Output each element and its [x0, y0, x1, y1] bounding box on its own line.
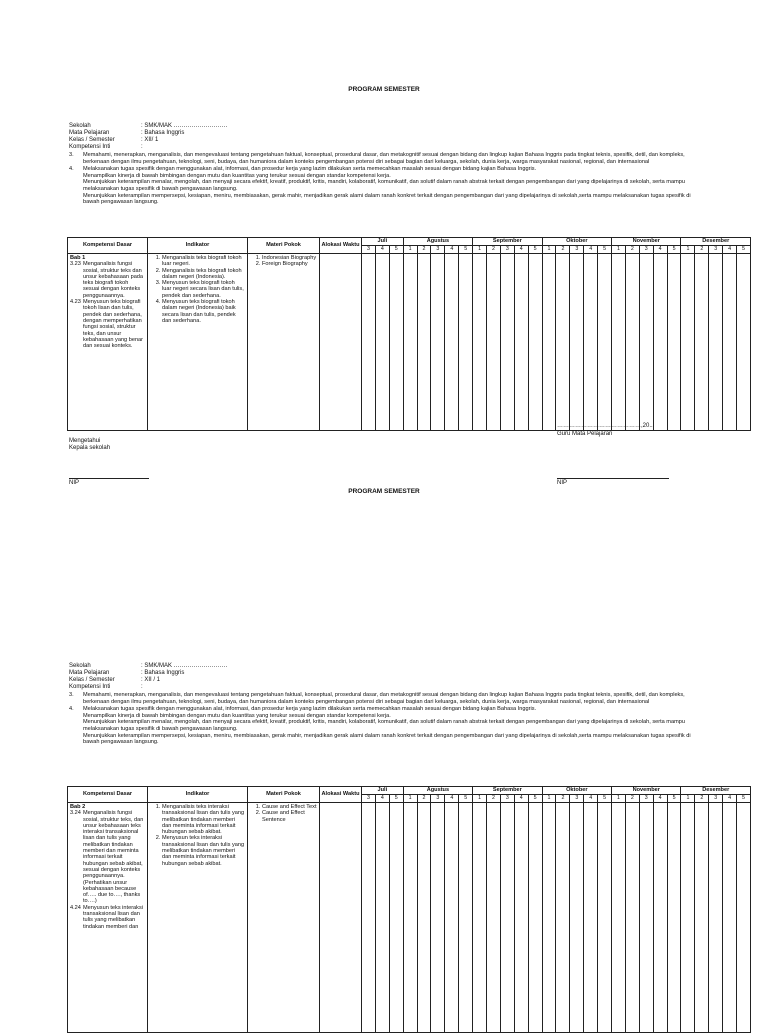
ki-sub: Menampilkan kinerja di bawah bimbingan dengan mutu dan kuantitas yang terukur sesuai dengan standar kompetensi kerja.	[83, 712, 391, 719]
week-cell	[681, 254, 695, 431]
week-number: 1	[612, 795, 626, 803]
signature-guru: Guru Mata Pelajaran	[557, 431, 613, 437]
week-number: 1	[542, 795, 556, 803]
info-kompetensi-inti: Kompetensi Inti :	[69, 684, 143, 690]
week-number: 3	[570, 795, 584, 803]
week-number: 4	[375, 246, 389, 254]
week-number: 2	[556, 795, 570, 803]
week-cell	[737, 254, 751, 431]
ki-item: 4. Melaksanakan tugas spesifik dengan menggunakan alat, informasi, dan prosedur kerja yang lazim dilakukan serta memecahkan masalah sesuai dengan bidang kajian Bahasa Inggris.	[69, 706, 537, 713]
week-number: 3	[709, 246, 723, 254]
week-cell	[584, 803, 598, 1033]
week-number: 2	[625, 795, 639, 803]
week-cell	[695, 803, 709, 1033]
week-cell	[653, 803, 667, 1033]
week-number: 3	[500, 795, 514, 803]
header-kompetensi-dasar: Kompetensi Dasar	[68, 238, 148, 254]
alokasi-cell	[320, 254, 362, 431]
signature-kepala: Kepala sekolah	[69, 445, 111, 451]
ki-sub: Menunjukkan keterampilan mempersepsi, kesiapan, meniru, membiasakan, gerak mahir, menjadikan gerak alami dalam ranah konkret terkait dengan pengembangan dari yang dipelajarinya di sekolah,serta mampu melaksanakan tugas spesifik di bawah pengawasan langsung.	[83, 732, 691, 746]
week-number: 4	[723, 246, 737, 254]
week-cell	[584, 254, 598, 431]
week-number: 4	[584, 795, 598, 803]
week-number: 1	[473, 246, 487, 254]
kd-cell	[68, 803, 148, 1033]
header-materi-pokok: Materi Pokok	[248, 238, 320, 254]
week-cell	[375, 803, 389, 1033]
week-number: 5	[389, 795, 403, 803]
ki-item: 3. Memahami, menerapkan, menganalisis, dan mengevaluasi tentang pengetahuan faktual, konseptual, prosedural dasar, dan metakognitif sesuai dengan bidang dan lingkup kajian Bahasa Inggris pada tingkat teknis, spesifik, detil, dan kompleks, berkenaan dengan ilmu pengetahuan, teknologi, seni, budaya, dan humaniora dalam konteks pengembangan potensi diri sebagai bagian dari keluarga, sekolah, dunia kerja, warga masyarakat nasional, regional, dan internasional	[69, 152, 685, 165]
program-table	[67, 786, 751, 1033]
week-cell	[445, 254, 459, 431]
header-indikator: Indikator	[148, 787, 248, 803]
week-cell	[625, 254, 639, 431]
week-cell	[570, 254, 584, 431]
week-cell	[612, 254, 626, 431]
week-number: 5	[459, 795, 473, 803]
kd-item: 4.23 Menyusun teks biografi tokoh lisan dan tulis, pendek dan sederhana, dengan memperhatikan fungsi sosial, struktur teks, dan unsur kebahasaan yang benar dan sesuai konteks.	[70, 299, 144, 350]
header-alokasi-waktu: Alokasi Waktu	[320, 238, 362, 254]
week-number: 5	[389, 246, 403, 254]
signature-date: ……………………………………,20..	[557, 423, 653, 429]
kd-bab: Bab 1	[70, 255, 86, 261]
week-number: 1	[403, 246, 417, 254]
week-number: 1	[681, 246, 695, 254]
week-number: 3	[639, 795, 653, 803]
kd-item: 3.23 Menganalisis fungsi sosial, struktur teks dan unsur kebahasaan pada teks biografi tokoh sesuai dengan konteks penggunaannya.	[70, 261, 144, 299]
week-number: 4	[584, 246, 598, 254]
week-number: 3	[500, 246, 514, 254]
header-month: Desember	[681, 238, 751, 246]
week-number: 3	[431, 246, 445, 254]
week-cell	[542, 803, 556, 1033]
week-cell	[445, 803, 459, 1033]
week-cell	[362, 254, 376, 431]
signature-mengetahui: Mengetahui	[69, 438, 101, 444]
week-cell	[723, 254, 737, 431]
week-cell	[528, 803, 542, 1033]
ki-item: 4. Melaksanakan tugas spesifik dengan menggunakan alat, informasi, dan prosedur kerja yang lazim dilakukan serta memecahkan masalah sesuai dengan bidang kajian Bahasa Inggris.	[69, 166, 537, 173]
week-number: 5	[667, 246, 681, 254]
week-number: 3	[431, 795, 445, 803]
week-cell	[459, 803, 473, 1033]
header-month: Desember	[681, 787, 751, 795]
week-number: 2	[556, 246, 570, 254]
week-cell	[737, 803, 751, 1033]
week-number: 4	[723, 795, 737, 803]
info-sekolah: Sekolah : SMK/MAK ………………………	[69, 663, 228, 669]
indikator-item: 1. Menganalisis teks interaksi transaksional lisan dan tulis yang melibatkan tindakan memberi dan meminta informasi terkait hubungan sebab akibat.	[162, 804, 245, 835]
indikator-item: 3. Menyusun teks biografi tokoh luar negeri secara lisan dan tulis, pendek dan sederhana.	[162, 280, 245, 299]
week-number: 4	[653, 795, 667, 803]
header-month: Oktober	[542, 787, 611, 795]
kd-cell	[68, 254, 148, 431]
week-number: 5	[528, 246, 542, 254]
week-cell	[556, 803, 570, 1033]
week-number: 3	[639, 246, 653, 254]
header-month: November	[612, 238, 681, 246]
week-cell	[667, 254, 681, 431]
week-cell	[667, 803, 681, 1033]
week-cell	[403, 254, 417, 431]
week-number: 1	[542, 246, 556, 254]
ki-sub: Menunjukkan keterampilan menalar, mengolah, dan menyaji secara efektif, kreatif, produktif, kritis, mandiri, kolaboratif, komunikatif, dan solutif dalam ranah abstrak terkait dengan pengembangan dari yang dipelajarinya di sekolah, serta mampu melaksanakan tugas spesifik di bawah pengawasan langsung.	[83, 179, 685, 192]
week-cell	[389, 254, 403, 431]
kd-bab: Bab 2	[70, 804, 86, 810]
week-cell	[417, 803, 431, 1033]
week-number: 2	[487, 246, 501, 254]
week-cell	[653, 254, 667, 431]
info-kompetensi-inti: Kompetensi Inti :	[69, 144, 143, 150]
week-number: 5	[459, 246, 473, 254]
indikator-item: 2. Menganalisis teks biografi tokoh dalam negeri (Indonesia).	[162, 268, 245, 281]
ki-sub: Menampilkan kinerja di bawah bimbingan dengan mutu dan kuantitas yang terukur sesuai dengan standar kompetensi kerja.	[83, 172, 391, 179]
header-month: September	[473, 787, 542, 795]
week-number: 2	[417, 795, 431, 803]
week-cell	[417, 254, 431, 431]
week-number: 4	[514, 246, 528, 254]
info-mata-pelajaran: Mata Pelajaran : Bahasa Inggris	[69, 670, 185, 676]
info-kelas-semester: Kelas / Semester : XII/ 1	[69, 137, 159, 143]
week-number: 4	[445, 795, 459, 803]
week-cell	[612, 803, 626, 1033]
header-month: November	[612, 787, 681, 795]
week-number: 2	[487, 795, 501, 803]
materi-item: 1. Indonesian Biography	[262, 255, 317, 261]
week-cell	[625, 803, 639, 1033]
week-number: 4	[445, 246, 459, 254]
signature-line-left	[69, 478, 149, 479]
week-number: 4	[514, 795, 528, 803]
nip-right: NIP	[557, 480, 568, 486]
week-number: 2	[417, 246, 431, 254]
header-materi-pokok: Materi Pokok	[248, 787, 320, 803]
week-cell	[695, 254, 709, 431]
week-cell	[709, 803, 723, 1033]
week-number: 5	[737, 795, 751, 803]
week-cell	[431, 254, 445, 431]
header-month: Oktober	[542, 238, 611, 246]
materi-item: 2. Cause and Effect Sentence	[262, 810, 317, 823]
kd-item: 3.24 Menganalisis fungsi sosial, struktur teks, dan unsur kebahasaan teks interaksi transaksional lisan dan tulis yang melibatkan tindakan memberi dan meminta informasi terkait hubungan sebab akibat, sesuai dengan konteks penggunaannya. (Perhatikan unsur kebahasaan because of….. due to…., thanks to….)	[70, 810, 144, 905]
week-cell	[431, 803, 445, 1033]
week-number: 1	[681, 795, 695, 803]
nip-left: NIP	[69, 480, 80, 486]
ki-item: 3. Memahami, menerapkan, menganalisis, dan mengevaluasi tentang pengetahuan faktual, konseptual, prosedural dasar, dan metakognitif sesuai dengan bidang dan lingkup kajian Bahasa Inggris pada tingkat teknis, spesifik, detil, dan kompleks, berkenaan dengan ilmu pengetahuan, teknologi, seni, budaya, dan humaniora dalam konteks pengembangan potensi diri sebagai bagian dari keluarga, sekolah, dunia kerja, warga masyarakat nasional, regional, dan internasional	[69, 692, 685, 705]
week-number: 4	[653, 246, 667, 254]
kompetensi-inti-list	[69, 692, 699, 746]
week-number: 3	[362, 795, 376, 803]
week-cell	[681, 803, 695, 1033]
indikator-item: 1. Menganalisis teks biografi tokoh luar negeri.	[162, 255, 245, 268]
week-number: 1	[612, 246, 626, 254]
week-number: 3	[570, 246, 584, 254]
alokasi-cell	[320, 803, 362, 1033]
week-cell	[459, 254, 473, 431]
materi-item: 1. Cause and Effect Text	[262, 804, 317, 810]
signature-line-right	[557, 478, 669, 479]
info-sekolah: Sekolah : SMK/MAK ………………………	[69, 123, 228, 129]
week-cell	[473, 803, 487, 1033]
week-cell	[500, 254, 514, 431]
week-cell	[542, 254, 556, 431]
week-cell	[403, 803, 417, 1033]
header-month: Agustus	[403, 238, 472, 246]
program-table	[67, 237, 751, 431]
materi-cell	[248, 803, 320, 1033]
week-cell	[375, 254, 389, 431]
week-cell	[473, 254, 487, 431]
week-number: 1	[403, 795, 417, 803]
week-number: 5	[667, 795, 681, 803]
info-kelas-semester: Kelas / Semester : XII / 1	[69, 677, 161, 683]
ki-sub: Menunjukkan keterampilan menalar, mengolah, dan menyaji secara efektif, kreatif, produktif, kritis, mandiri, kolaboratif, komunikatif, dan solutif dalam ranah abstrak terkait dengan pengembangan dari yang dipelajarinya di sekolah, serta mampu melaksanakan tugas spesifik di bawah pengawasan langsung.	[83, 719, 685, 732]
header-kompetensi-dasar: Kompetensi Dasar	[68, 787, 148, 803]
week-cell	[362, 803, 376, 1033]
header-month: Juli	[362, 787, 404, 795]
week-cell	[639, 803, 653, 1033]
indikator-cell	[148, 803, 248, 1033]
materi-item: 2. Foreign Biography	[262, 261, 317, 267]
week-cell	[528, 254, 542, 431]
page-title: PROGRAM SEMESTER	[348, 488, 420, 495]
header-alokasi-waktu: Alokasi Waktu	[320, 787, 362, 803]
week-cell	[556, 254, 570, 431]
week-cell	[514, 254, 528, 431]
week-number: 5	[598, 795, 612, 803]
week-cell	[598, 254, 612, 431]
week-number: 1	[473, 795, 487, 803]
indikator-item: 2. Menyusun teks interaksi transaksional lisan dan tulis yang melibatkan tindakan memberi dan meminta informasi terkait hubungan sebab akibat.	[162, 835, 245, 866]
kompetensi-inti-list	[69, 152, 699, 206]
week-cell	[514, 803, 528, 1033]
week-cell	[723, 803, 737, 1033]
week-number: 5	[598, 246, 612, 254]
page-title: PROGRAM SEMESTER	[348, 86, 420, 93]
week-cell	[570, 803, 584, 1033]
ki-sub: Menunjukkan keterampilan mempersepsi, kesiapan, meniru, membiasakan, gerak mahir, menjadikan gerak alami dalam ranah konkret terkait dengan pengembangan dari yang dipelajarinya di sekolah,serta mampu melaksanakan tugas spesifik di bawah pengawasan langsung.	[83, 192, 691, 206]
week-cell	[709, 254, 723, 431]
header-month: September	[473, 238, 542, 246]
week-cell	[487, 803, 501, 1033]
info-mata-pelajaran: Mata Pelajaran : Bahasa Inggris	[69, 130, 185, 136]
week-cell	[389, 803, 403, 1033]
week-number: 3	[362, 246, 376, 254]
kd-item: 4.24 Menyusun teks interaksi transaksional lisan dan tulis yang melibatkan tindakan memberi dan	[70, 904, 144, 930]
week-number: 3	[709, 795, 723, 803]
week-cell	[487, 254, 501, 431]
materi-cell	[248, 254, 320, 431]
header-month: Agustus	[403, 787, 472, 795]
week-number: 5	[528, 795, 542, 803]
week-number: 5	[737, 246, 751, 254]
week-number: 2	[625, 246, 639, 254]
week-cell	[639, 254, 653, 431]
indikator-cell	[148, 254, 248, 431]
week-number: 2	[695, 795, 709, 803]
week-number: 2	[695, 246, 709, 254]
header-indikator: Indikator	[148, 238, 248, 254]
week-cell	[500, 803, 514, 1033]
week-cell	[598, 803, 612, 1033]
week-number: 4	[375, 795, 389, 803]
header-month: Juli	[362, 238, 404, 246]
indikator-item: 4. Menyusun teks biografi tokoh dalam negeri (Indonesia) baik secara lisan dan tulis, pendek dan sederhana.	[162, 299, 245, 324]
